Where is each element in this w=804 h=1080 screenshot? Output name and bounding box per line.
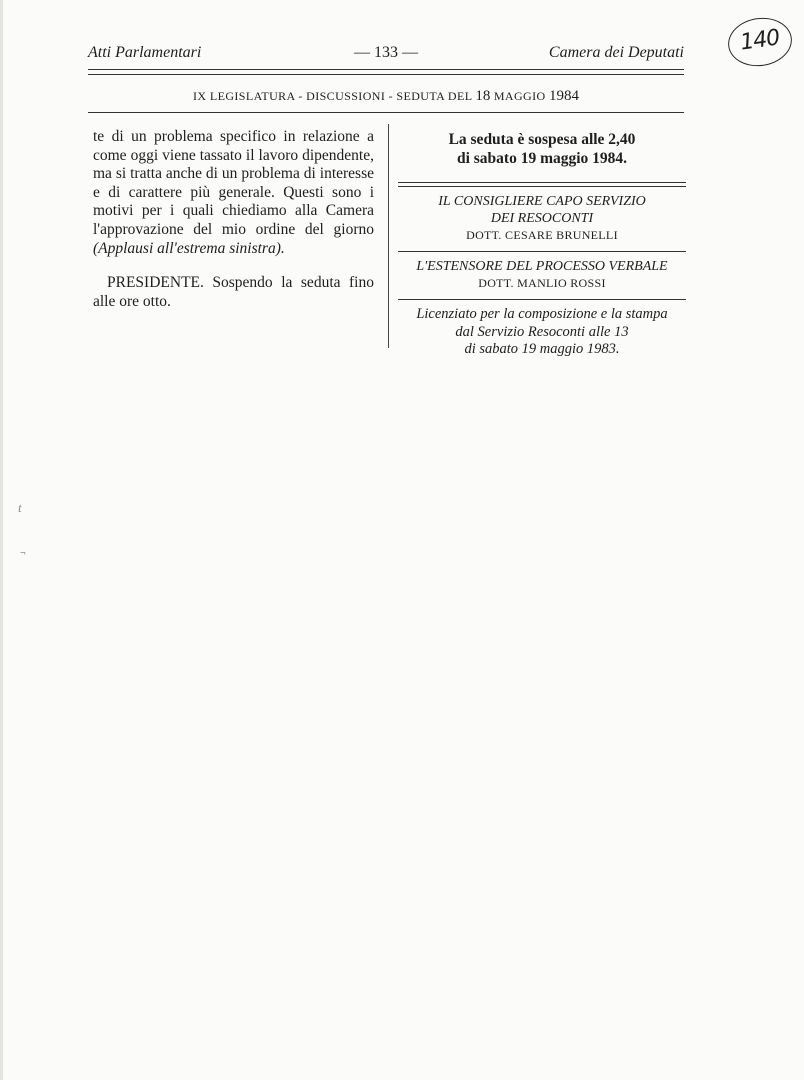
page-number: — 133 —: [354, 44, 418, 61]
role-title-1-line-2: DEI RESOCONTI: [490, 211, 594, 226]
official-name-1: DOTT. CESARE BRUNELLI: [466, 228, 618, 242]
suspension-line-1: La seduta è sospesa alle 2,40: [448, 131, 636, 148]
handwritten-page-stamp: [725, 14, 795, 70]
page-edge: [0, 0, 3, 1080]
suspension-line-2: di sabato 19 maggio 1984.: [456, 150, 628, 167]
president-paragraph: [93, 274, 374, 311]
margin-mark: ¬: [20, 548, 26, 559]
header-right: Camera dei Deputati: [548, 44, 684, 61]
applause-note: (Applausi all'estrema sinistra).: [93, 239, 285, 257]
stamp-number: 140: [738, 25, 781, 56]
margin-mark: t: [18, 500, 22, 515]
rule: [398, 299, 686, 300]
subheader-prefix: IX LEGISLATURA - DISCUSSIONI - SEDUTA DEL: [193, 89, 473, 103]
subheader-rule: [88, 112, 684, 113]
license-line-2: dal Servizio Resoconti alle 13: [455, 323, 629, 340]
rule: [398, 251, 686, 252]
session-subheader: [88, 88, 684, 105]
right-column: [398, 130, 686, 359]
role-title-2: L'ESTENSORE DEL PROCESSO VERBALE: [416, 259, 668, 274]
official-name-2: DOTT. MANLIO ROSSI: [478, 276, 606, 290]
speech-text: te di un problema specifico in relazione a come oggi viene tassato il lavoro dipendente, ma si tratta anche di un problema di interesse e di carattere più generale. Questi sono i motivi per i quali chiediamo alla Camera l'approvazione del mio ordine del giorno: [93, 128, 374, 238]
president-text: Sospendo la seduta fino alle ore otto.: [93, 274, 374, 310]
left-column: [93, 128, 374, 311]
double-rule: [398, 182, 686, 187]
running-header: [88, 44, 684, 68]
column-divider: [388, 124, 389, 348]
suspension-notice: [398, 130, 686, 168]
header-double-rule: [88, 69, 684, 75]
subheader-day: 18: [475, 88, 491, 104]
subheader-year: 1984: [548, 88, 579, 104]
license-line-1: Licenziato per la composizione e la stampa: [416, 306, 668, 322]
role-title-1-line-1: IL CONSIGLIERE CAPO SERVIZIO: [438, 194, 646, 209]
speaker-name: PRESIDENTE.: [107, 274, 204, 292]
role-title-1: [398, 193, 686, 227]
print-license-note: [398, 306, 686, 359]
header-left: Atti Parlamentari: [88, 44, 202, 61]
speech-paragraph: [93, 128, 374, 258]
license-line-3: di sabato 19 maggio 1983.: [464, 341, 620, 357]
subheader-month: MAGGIO: [493, 89, 546, 103]
